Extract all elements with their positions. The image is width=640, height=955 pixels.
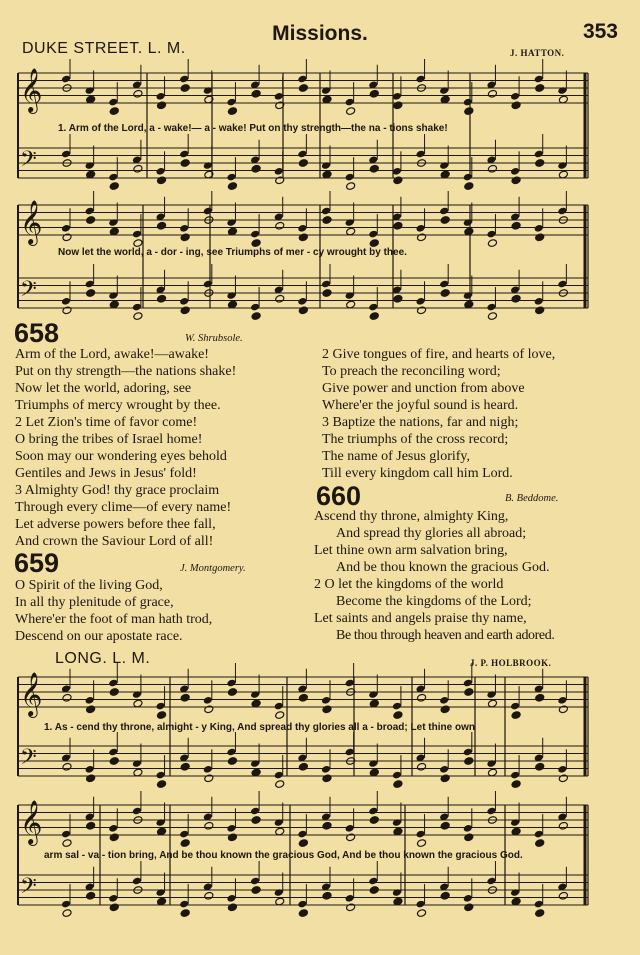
note-head [157, 294, 167, 303]
note-head [487, 312, 497, 321]
note-head [251, 886, 261, 895]
note-head [535, 159, 545, 168]
note-head [298, 159, 308, 168]
note-head [369, 886, 379, 895]
hymn-number-660: 660 [316, 481, 362, 511]
note-head [393, 780, 403, 789]
verse-line: Arm of the Lord, awake!—awake! [15, 347, 209, 362]
note-head [298, 762, 308, 771]
tune-composer-holbrook: J. P. HOLBROOK. [470, 658, 552, 668]
note-head [180, 839, 190, 848]
note-head [322, 289, 332, 298]
note-head [180, 306, 190, 315]
note-head [298, 693, 308, 702]
note-head [109, 688, 119, 697]
verse-line: Through every clime—of every name! [15, 500, 232, 515]
note-head [464, 833, 474, 842]
hymn-author-658: W. Shrubsole. [185, 333, 243, 344]
verse-line: 2 Give tongues of fire, and hearts of love, [322, 347, 556, 362]
note-head [62, 839, 72, 848]
note-head [487, 239, 497, 248]
note-head [535, 693, 545, 702]
tune-composer-hatton: J. HATTON. [510, 48, 565, 58]
note-head [511, 101, 521, 110]
verse-line: Triumphs of mercy wrought by thee. [15, 398, 221, 413]
note-head [511, 294, 521, 303]
note-head [157, 176, 167, 185]
tune-name-duke-street: DUKE STREET. L. M. [22, 40, 186, 57]
verse-line: Soon may our wondering eyes behold [15, 449, 227, 464]
note-head [369, 89, 379, 98]
note-head [227, 903, 237, 912]
tune-name-long: LONG. L. M. [55, 650, 151, 667]
note-head [464, 903, 474, 912]
note-head [417, 693, 427, 702]
note-head [180, 909, 190, 918]
verse-line: Now let the world, adoring, see [15, 381, 192, 396]
note-head [227, 107, 237, 116]
verse-line: 2 Let Zion's time of favor come! [15, 415, 198, 430]
note-head [298, 233, 308, 242]
note-head [464, 107, 474, 116]
note-head [487, 89, 497, 98]
note-head [157, 711, 167, 720]
note-head [464, 757, 474, 766]
note-head [535, 84, 545, 93]
verse-line: Let adverse powers before thee fall, [15, 517, 216, 532]
verse-line: Let thine own arm salvation bring, [314, 543, 508, 558]
note-head [369, 164, 379, 173]
verse-line: Be thou through heaven and earth adored. [336, 628, 555, 643]
note-head [275, 221, 285, 230]
verse-line: O bring the tribes of Israel home! [15, 432, 203, 447]
note-head [322, 821, 332, 830]
note-head [133, 312, 143, 321]
note-head [227, 757, 237, 766]
note-head [393, 221, 403, 230]
note-head [86, 891, 96, 900]
note-head [86, 289, 96, 298]
note-head [298, 839, 308, 848]
verse-line: Ascend thy throne, almighty King, [314, 509, 509, 524]
note-head [86, 705, 96, 714]
verse-line: Gentiles and Jews in Jesus' fold! [15, 466, 197, 481]
note-head [109, 182, 119, 191]
bass-clef: 𝄢 [20, 147, 37, 177]
note-head [417, 762, 427, 771]
hymn-659-text [15, 577, 212, 645]
note-head [417, 839, 427, 848]
hymn-author-660: B. Beddome. [505, 493, 559, 504]
verse-line: And be thou known the gracious God. [336, 560, 550, 575]
note-head [180, 233, 190, 242]
note-head [464, 688, 474, 697]
verse-line: In all thy plenitude of grace, [15, 595, 174, 610]
tune1-lyric-line1: 1. Arm of the Lord, a - wake!— a - wake! Put on thy strength—the na - tions shake! [58, 123, 448, 134]
note-head [109, 107, 119, 116]
note-head [157, 221, 167, 230]
note-head [157, 101, 167, 110]
note-head [535, 306, 545, 315]
note-head [417, 233, 427, 242]
note-head [511, 780, 521, 789]
note-head [109, 833, 119, 842]
note-head [275, 780, 285, 789]
note-head [393, 711, 403, 720]
note-head [322, 705, 332, 714]
note-head [298, 84, 308, 93]
verse-line: To preach the reconciling word; [322, 364, 501, 379]
treble-clef: 𝄞 [20, 68, 43, 112]
note-head [417, 909, 427, 918]
note-head [440, 289, 450, 298]
note-head [157, 780, 167, 789]
note-head [251, 164, 261, 173]
verse-line: The name of Jesus glorify, [322, 449, 470, 464]
page-number: 353 [582, 20, 618, 43]
hymn-author-659: J. Montgomery. [180, 563, 246, 574]
note-head [62, 909, 72, 918]
note-head [322, 891, 332, 900]
verse-line: 3 Almighty God! thy grace proclaim [15, 483, 220, 498]
note-head [393, 101, 403, 110]
note-head [369, 816, 379, 825]
hymn-number-659: 659 [14, 548, 60, 578]
verse-line: 2 O let the kingdoms of the world [314, 577, 504, 592]
note-head [227, 688, 237, 697]
note-head [180, 159, 190, 168]
note-head [86, 216, 96, 225]
bass-clef: 𝄢 [20, 277, 37, 307]
note-head [275, 711, 285, 720]
note-head [62, 693, 72, 702]
note-head [180, 762, 190, 771]
note-head [322, 216, 332, 225]
note-head [298, 306, 308, 315]
verse-line: And crown the Saviour Lord of all! [15, 534, 214, 549]
note-head [275, 294, 285, 303]
note-head [535, 839, 545, 848]
note-head [86, 774, 96, 783]
note-head [558, 891, 568, 900]
note-head [417, 306, 427, 315]
hymn-658-text-col2 [322, 346, 555, 482]
note-head [227, 833, 237, 842]
note-head [109, 757, 119, 766]
treble-clef: 𝄞 [20, 672, 43, 716]
note-head [393, 176, 403, 185]
note-head [535, 233, 545, 242]
note-head [393, 294, 403, 303]
verse-line: And spread thy glories all abroad; [336, 526, 527, 541]
note-head [464, 182, 474, 191]
note-head [204, 891, 214, 900]
note-head [62, 233, 72, 242]
verse-line: Where'er the joyful sound is heard. [322, 398, 519, 413]
note-head [62, 762, 72, 771]
note-head [440, 705, 450, 714]
note-head [511, 176, 521, 185]
verse-line: Where'er the foot of man hath trod, [15, 612, 213, 627]
hymn-658-text [15, 346, 236, 550]
verse-line: Till every kingdom call him Lord. [322, 466, 513, 481]
note-head [322, 774, 332, 783]
verse-line: The triumphs of the cross record; [322, 432, 509, 447]
note-head [369, 312, 379, 321]
note-head [251, 816, 261, 825]
note-head [251, 89, 261, 98]
note-head [298, 909, 308, 918]
note-head [204, 774, 214, 783]
note-head [133, 89, 143, 98]
note-head [440, 891, 450, 900]
note-head [251, 312, 261, 321]
treble-clef: 𝄞 [20, 800, 43, 844]
note-head [109, 903, 119, 912]
note-head [204, 821, 214, 830]
bass-clef: 𝄢 [20, 874, 37, 904]
note-head [346, 903, 356, 912]
page-title: Missions. [272, 22, 368, 45]
tune1-lyric-line2: Now let the world, a - dor - ing, see Triumphs of mer - cy wrought by thee. [58, 247, 407, 258]
note-head [511, 221, 521, 230]
note-head [511, 711, 521, 720]
note-head [558, 774, 568, 783]
verse-line: Descend on our apostate race. [15, 629, 183, 644]
verse-line: O Spirit of the living God, [15, 578, 163, 593]
hymn-number-658: 658 [14, 318, 60, 348]
note-head [440, 821, 450, 830]
tune2-lyric-line2: arm sal - va - tion bring, And be thou known the gracious God, And be thou known the gracious God. [44, 850, 523, 861]
note-head [346, 833, 356, 842]
note-head [487, 164, 497, 173]
note-head [227, 182, 237, 191]
note-head [535, 762, 545, 771]
tune2-lyric-line1: 1. As - cend thy throne, almight - y King, And spread thy glories all a - broad; Let thine own [44, 722, 475, 733]
verse-line: Put on thy strength—the nations shake! [15, 364, 237, 379]
note-head [86, 821, 96, 830]
note-head [346, 182, 356, 191]
verse-line: 3 Baptize the nations, far and nigh; [322, 415, 519, 430]
note-head [535, 909, 545, 918]
note-head [133, 164, 143, 173]
note-head [558, 705, 568, 714]
note-head [558, 821, 568, 830]
note-head [62, 306, 72, 315]
verse-line: Give power and unction from above [322, 381, 525, 396]
note-head [440, 774, 450, 783]
verse-line: Become the kingdoms of the Lord; [336, 594, 532, 609]
note-head [204, 705, 214, 714]
note-head [180, 84, 190, 93]
note-head [180, 693, 190, 702]
note-head [346, 107, 356, 116]
hymn-660-text [314, 508, 554, 644]
verse-line: Let saints and angels praise thy name, [314, 611, 527, 626]
bass-clef: 𝄢 [20, 745, 37, 775]
treble-clef: 𝄞 [20, 200, 43, 244]
note-head [440, 216, 450, 225]
